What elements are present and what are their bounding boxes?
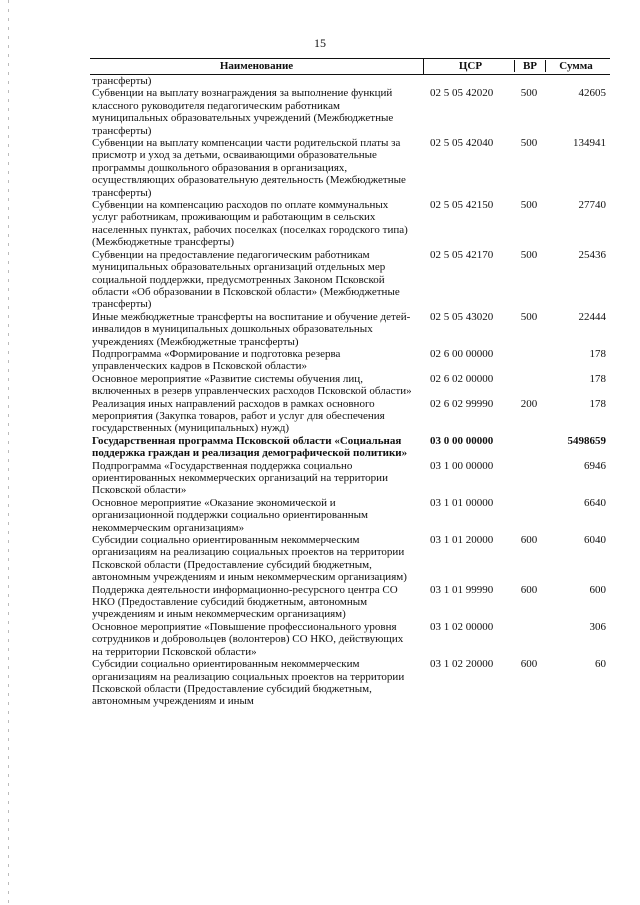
budget-table bbox=[90, 58, 610, 708]
table-row bbox=[90, 311, 610, 348]
row-csr: 03 1 00 00000 bbox=[430, 459, 494, 472]
row-csr: 02 6 00 00000 bbox=[430, 347, 494, 360]
table-row bbox=[90, 199, 610, 249]
row-name: Субсидии социально ориентированным некоммерческим организациям на реализацию социальных проектов на территории Псковской области (Предоставление субсидий бюджетным, автономным учреждениям и иным некоммерческим организациям) bbox=[92, 534, 407, 584]
row-sum: 6040 bbox=[584, 534, 606, 547]
row-sum: 42605 bbox=[578, 87, 606, 100]
row-sum: 178 bbox=[589, 397, 606, 410]
row-sum: 6946 bbox=[584, 459, 606, 472]
row-csr: 03 1 02 20000 bbox=[430, 658, 494, 671]
table-row bbox=[90, 137, 610, 199]
row-vr: 500 bbox=[520, 137, 538, 150]
row-name: Подпрограмма «Государственная поддержка социально ориентированных некоммерческих организаций на территории Псковской области» bbox=[92, 459, 388, 497]
header-divider bbox=[423, 59, 424, 74]
header-name: Наименование bbox=[219, 60, 294, 72]
row-name: Основное мероприятие «Повышение профессионального уровня сотрудников и добровольцев (волонтеров) СО НКО, действующих на территории Псковской области» bbox=[92, 620, 404, 658]
row-sum: 22444 bbox=[578, 310, 606, 323]
row-vr: 200 bbox=[520, 397, 538, 410]
page-edge-line bbox=[8, 0, 9, 905]
table-row bbox=[90, 398, 610, 435]
header-vr: ВР bbox=[514, 60, 546, 72]
row-name: Субвенции на компенсацию расходов по оплате коммунальных услуг работникам, проживающим и работающим в сельских населенных пунктах, рабочих поселках (поселках городского типа) (Межбюджетные трансферты) bbox=[92, 199, 408, 249]
table-row bbox=[90, 658, 610, 708]
table-row bbox=[90, 534, 610, 584]
row-name: Поддержка деятельности информационно-ресурсного центра СО НКО (Предоставление субсидий бюджетным, автономным учреждениям и иным некоммерческим организациям) bbox=[92, 583, 398, 621]
row-vr: 600 bbox=[520, 534, 538, 547]
table-row bbox=[90, 348, 610, 373]
row-vr: 600 bbox=[520, 658, 538, 671]
page-number: 15 bbox=[314, 36, 326, 50]
row-csr: 02 5 05 42020 bbox=[430, 87, 494, 100]
row-csr: 03 1 01 99990 bbox=[430, 583, 494, 596]
row-name: Субвенции на предоставление педагогическим работникам муниципальных образовательных организаций отдельных мер социальной поддержки, предусмотренных Законом Псковской области «Об образовании в Псковской области» (Межбюджетные трансферты) bbox=[92, 248, 400, 311]
row-name: Основное мероприятие «Оказание экономической и организационной поддержки социально ориентированным некоммерческим организациям» bbox=[92, 496, 368, 534]
row-vr: 500 bbox=[520, 87, 538, 100]
header-sum: Сумма bbox=[559, 60, 593, 72]
row-csr: 03 1 01 00000 bbox=[430, 496, 494, 509]
row-sum: 178 bbox=[589, 372, 606, 385]
row-csr: 02 5 05 43020 bbox=[430, 310, 494, 323]
row-csr: 02 5 05 42040 bbox=[430, 137, 494, 150]
row-name: Реализация иных направлений расходов в рамках основного мероприятия (Закупка товаров, работ и услуг для обеспечения государственных (муниципальных) нужд) bbox=[92, 397, 385, 435]
table-row bbox=[90, 87, 610, 137]
row-sum: 134941 bbox=[573, 137, 606, 150]
row-sum: 178 bbox=[589, 347, 606, 360]
table-row bbox=[90, 373, 610, 398]
row-sum: 5498659 bbox=[567, 434, 606, 447]
table-row bbox=[90, 584, 610, 621]
row-sum: 60 bbox=[595, 658, 606, 671]
row-sum: 27740 bbox=[578, 199, 606, 212]
row-name: Иные межбюджетные трансферты на воспитание и обучение детей-инвалидов в муниципальных дошкольных образовательных учреждениях (Межбюджетные трансферты) bbox=[92, 310, 411, 348]
row-name: Государственная программа Псковской области «Социальная поддержка граждан и реализация демографической политики» bbox=[92, 434, 408, 460]
row-csr: 02 6 02 99990 bbox=[430, 397, 494, 410]
row-name: Подпрограмма «Формирование и подготовка резерва управленческих кадров в Псковской области» bbox=[92, 347, 341, 373]
table-header bbox=[90, 58, 610, 75]
row-csr: 02 5 05 42150 bbox=[430, 199, 494, 212]
row-vr: 500 bbox=[520, 199, 538, 212]
row-vr: 600 bbox=[520, 583, 538, 596]
table-row bbox=[90, 497, 610, 534]
table-row bbox=[90, 621, 610, 658]
row-csr: 03 1 02 00000 bbox=[430, 620, 494, 633]
table-body bbox=[90, 87, 610, 707]
row-name: Субвенции на выплату компенсации части родительской платы за присмотр и уход за детьми, осваивающими образовательные программы дошкольного образования в организациях, осуществляющих образовательную деятельность (Межбюджетные трансферты) bbox=[92, 137, 406, 199]
header-csr: ЦСР bbox=[458, 60, 483, 72]
row-csr: 03 1 01 20000 bbox=[430, 534, 494, 547]
row-csr: 03 0 00 00000 bbox=[430, 434, 494, 447]
table-row bbox=[90, 435, 610, 460]
row-sum: 306 bbox=[589, 620, 606, 633]
row-vr: 500 bbox=[520, 310, 538, 323]
row-name: Основное мероприятие «Развитие системы обучения лиц, включенных в резерв управленческих расходов Псковской области» bbox=[92, 372, 412, 398]
row-sum: 600 bbox=[589, 583, 606, 596]
continued-fragment: трансферты) bbox=[92, 75, 152, 87]
table-row bbox=[90, 249, 610, 311]
row-name: Субвенции на выплату вознаграждения за выполнение функций классного руководителя педагогическим работникам муниципальных образовательных учреждений (Межбюджетные трансферты) bbox=[92, 87, 394, 137]
table-row bbox=[90, 460, 610, 497]
row-csr: 02 5 05 42170 bbox=[430, 248, 494, 261]
row-sum: 25436 bbox=[578, 248, 606, 261]
row-sum: 6640 bbox=[584, 496, 606, 509]
row-vr: 500 bbox=[520, 248, 538, 261]
row-csr: 02 6 02 00000 bbox=[430, 372, 494, 385]
row-name: Субсидии социально ориентированным некоммерческим организациям на реализацию социальных проектов на территории Псковской области (Предоставление субсидий бюджетным, автономным учреждениям и иным bbox=[92, 658, 405, 708]
